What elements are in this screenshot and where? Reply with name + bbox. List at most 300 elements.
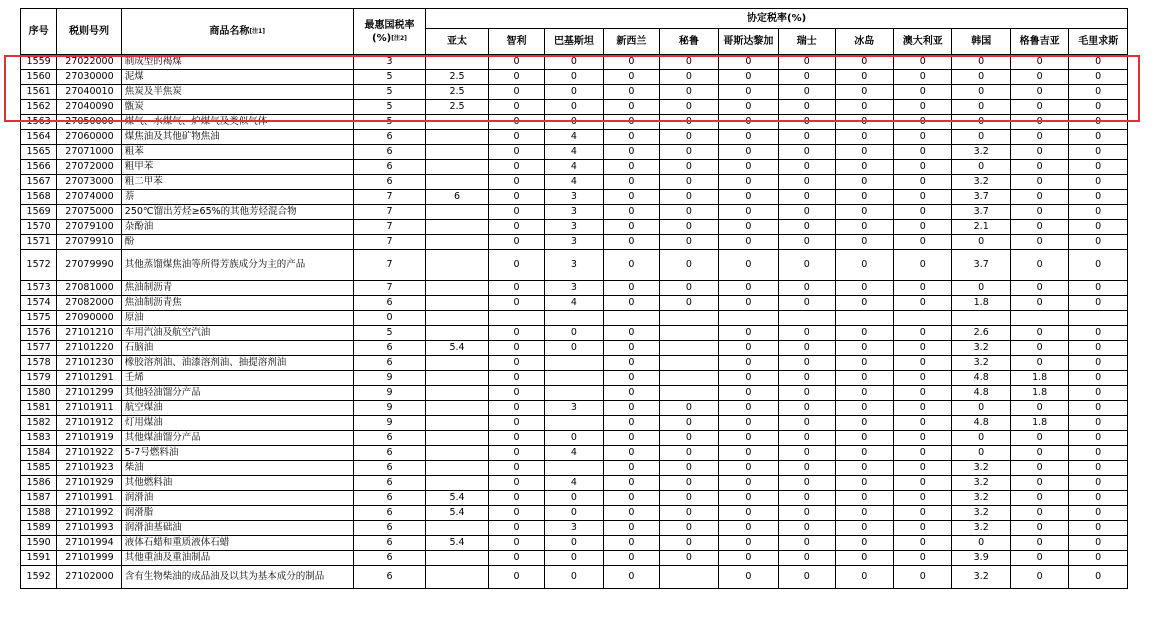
- cell-rate: [835, 311, 893, 326]
- cell-mfn: 3: [353, 55, 426, 70]
- cell-rate: 0: [894, 281, 952, 296]
- cell-rate: 0: [1010, 115, 1068, 130]
- cell-mfn: 6: [353, 536, 426, 551]
- cell-rate: 0: [603, 85, 659, 100]
- cell-rate: 0: [718, 205, 778, 220]
- cell-rate: 0: [835, 190, 893, 205]
- cell-rate: [660, 371, 718, 386]
- cell-rate: 0: [488, 491, 544, 506]
- cell-mfn: 6: [353, 130, 426, 145]
- cell-rate: [426, 235, 489, 250]
- cell-rate: 0: [894, 506, 952, 521]
- cell-rate: 0: [1010, 281, 1068, 296]
- cell-seq: 1581: [21, 401, 57, 416]
- cell-rate: 0: [779, 491, 835, 506]
- cell-name: 其他燃料油: [121, 476, 353, 491]
- cell-code: 27072000: [57, 160, 122, 175]
- table-row: [21, 281, 1128, 296]
- cell-rate: 2.6: [952, 326, 1010, 341]
- cell-rate: 0: [779, 190, 835, 205]
- cell-rate: 0: [603, 536, 659, 551]
- cell-rate: 3.2: [952, 175, 1010, 190]
- cell-rate: 0: [1069, 491, 1128, 506]
- cell-rate: 0: [488, 416, 544, 431]
- cell-rate: 0: [779, 536, 835, 551]
- cell-mfn: 7: [353, 281, 426, 296]
- cell-code: 27079990: [57, 250, 122, 281]
- cell-name: 航空煤油: [121, 401, 353, 416]
- cell-rate: 0: [488, 100, 544, 115]
- header-country: 毛里求斯: [1069, 29, 1128, 55]
- cell-code: 27101994: [57, 536, 122, 551]
- cell-rate: 0: [1010, 70, 1068, 85]
- cell-rate: 4: [545, 476, 603, 491]
- cell-code: 27079910: [57, 235, 122, 250]
- table-row: [21, 100, 1128, 115]
- cell-name: 甑炭: [121, 100, 353, 115]
- table-row: [21, 175, 1128, 190]
- cell-rate: 0: [603, 250, 659, 281]
- cell-code: 27090000: [57, 311, 122, 326]
- cell-rate: 0: [488, 401, 544, 416]
- cell-rate: 0: [952, 401, 1010, 416]
- cell-mfn: 5: [353, 100, 426, 115]
- cell-rate: 0: [894, 250, 952, 281]
- cell-rate: 0: [660, 431, 718, 446]
- cell-rate: [779, 311, 835, 326]
- cell-rate: 3: [545, 521, 603, 536]
- cell-rate: 0: [835, 536, 893, 551]
- cell-rate: 0: [779, 145, 835, 160]
- cell-rate: 0: [488, 281, 544, 296]
- header-mfn-note: [注2]: [391, 34, 407, 42]
- cell-rate: 0: [779, 566, 835, 589]
- table-row: [21, 341, 1128, 356]
- cell-rate: 0: [660, 401, 718, 416]
- cell-rate: 0: [660, 416, 718, 431]
- cell-rate: 0: [835, 235, 893, 250]
- cell-rate: [603, 311, 659, 326]
- cell-mfn: 6: [353, 160, 426, 175]
- cell-seq: 1587: [21, 491, 57, 506]
- cell-rate: 0: [718, 341, 778, 356]
- table-row: [21, 70, 1128, 85]
- cell-code: 27101230: [57, 356, 122, 371]
- cell-code: 27074000: [57, 190, 122, 205]
- cell-rate: 0: [835, 401, 893, 416]
- cell-rate: 0: [718, 371, 778, 386]
- cell-rate: 0: [1069, 566, 1128, 589]
- cell-rate: 0: [894, 160, 952, 175]
- cell-code: 27050000: [57, 115, 122, 130]
- table-row: [21, 371, 1128, 386]
- cell-code: 27075000: [57, 205, 122, 220]
- cell-mfn: 6: [353, 476, 426, 491]
- cell-seq: 1572: [21, 250, 57, 281]
- cell-rate: 0: [835, 115, 893, 130]
- cell-seq: 1589: [21, 521, 57, 536]
- cell-rate: [1069, 311, 1128, 326]
- cell-rate: 0: [952, 100, 1010, 115]
- cell-rate: 3: [545, 220, 603, 235]
- cell-rate: 0: [835, 250, 893, 281]
- cell-rate: 0: [779, 100, 835, 115]
- cell-rate: 0: [1069, 220, 1128, 235]
- cell-rate: 0: [718, 145, 778, 160]
- cell-rate: 0: [603, 446, 659, 461]
- cell-rate: [426, 281, 489, 296]
- cell-rate: 0: [603, 55, 659, 70]
- cell-name: 润滑油: [121, 491, 353, 506]
- cell-rate: 0: [894, 115, 952, 130]
- cell-rate: [426, 311, 489, 326]
- cell-rate: 0: [660, 145, 718, 160]
- cell-rate: 3.2: [952, 356, 1010, 371]
- cell-rate: 0: [1010, 296, 1068, 311]
- cell-rate: [426, 130, 489, 145]
- cell-mfn: 6: [353, 175, 426, 190]
- cell-rate: [660, 356, 718, 371]
- cell-rate: 0: [894, 551, 952, 566]
- header-agreement: 协定税率(%): [426, 9, 1128, 29]
- cell-rate: [426, 250, 489, 281]
- cell-code: 27101210: [57, 326, 122, 341]
- table-row: [21, 356, 1128, 371]
- table-row: [21, 220, 1128, 235]
- cell-rate: 0: [660, 220, 718, 235]
- table-row: [21, 85, 1128, 100]
- cell-mfn: 6: [353, 551, 426, 566]
- cell-mfn: 6: [353, 491, 426, 506]
- table-row: [21, 190, 1128, 205]
- cell-rate: 0: [835, 386, 893, 401]
- cell-rate: 0: [835, 296, 893, 311]
- cell-rate: 0: [779, 431, 835, 446]
- cell-rate: 0: [1069, 130, 1128, 145]
- cell-rate: 0: [603, 160, 659, 175]
- cell-rate: 0: [835, 566, 893, 589]
- header-country: 瑞士: [779, 29, 835, 55]
- header-country: 格鲁吉亚: [1010, 29, 1068, 55]
- cell-rate: [426, 386, 489, 401]
- cell-code: 27022000: [57, 55, 122, 70]
- cell-rate: 0: [603, 491, 659, 506]
- cell-rate: 0: [660, 506, 718, 521]
- cell-rate: 0: [894, 431, 952, 446]
- cell-rate: 0: [1069, 296, 1128, 311]
- cell-rate: 0: [718, 431, 778, 446]
- cell-rate: [660, 341, 718, 356]
- cell-name: 其他煤油馏分产品: [121, 431, 353, 446]
- cell-rate: 3.7: [952, 190, 1010, 205]
- cell-rate: 0: [1010, 476, 1068, 491]
- cell-mfn: 7: [353, 235, 426, 250]
- cell-rate: 0: [894, 491, 952, 506]
- cell-rate: 0: [718, 551, 778, 566]
- cell-code: 27030000: [57, 70, 122, 85]
- cell-rate: 0: [488, 130, 544, 145]
- cell-rate: 0: [894, 521, 952, 536]
- cell-mfn: 5: [353, 70, 426, 85]
- cell-rate: 0: [894, 100, 952, 115]
- cell-rate: 0: [1069, 341, 1128, 356]
- cell-seq: 1580: [21, 386, 57, 401]
- cell-rate: 3.7: [952, 205, 1010, 220]
- header-mfn-label: 最惠国税率: [364, 19, 415, 31]
- cell-rate: 0: [545, 85, 603, 100]
- cell-rate: 0: [660, 235, 718, 250]
- cell-rate: 4: [545, 130, 603, 145]
- cell-rate: 0: [835, 371, 893, 386]
- cell-rate: 0: [660, 115, 718, 130]
- cell-rate: 0: [545, 100, 603, 115]
- cell-rate: 0: [779, 220, 835, 235]
- cell-rate: 0: [779, 326, 835, 341]
- cell-rate: 0: [545, 70, 603, 85]
- cell-mfn: 9: [353, 386, 426, 401]
- cell-seq: 1560: [21, 70, 57, 85]
- cell-seq: 1563: [21, 115, 57, 130]
- cell-code: 27101919: [57, 431, 122, 446]
- table-row: [21, 130, 1128, 145]
- cell-rate: 0: [660, 536, 718, 551]
- cell-rate: 0: [1069, 175, 1128, 190]
- cell-name: 其他蒸馏煤焦油等所得芳族成分为主的产品: [121, 250, 353, 281]
- header-code: 税则号列: [57, 9, 122, 55]
- cell-rate: 0: [1069, 536, 1128, 551]
- cell-code: 27079100: [57, 220, 122, 235]
- cell-rate: 5.4: [426, 341, 489, 356]
- cell-rate: 0: [545, 491, 603, 506]
- cell-rate: 0: [488, 371, 544, 386]
- cell-rate: 0: [779, 296, 835, 311]
- cell-name: 其他重油及重油制品: [121, 551, 353, 566]
- table-row: [21, 431, 1128, 446]
- cell-rate: [545, 356, 603, 371]
- cell-rate: 4.8: [952, 416, 1010, 431]
- cell-rate: 0: [660, 55, 718, 70]
- cell-rate: 2.5: [426, 100, 489, 115]
- cell-rate: 0: [718, 281, 778, 296]
- cell-code: 27102000: [57, 566, 122, 589]
- cell-rate: 0: [718, 566, 778, 589]
- cell-rate: 0: [779, 341, 835, 356]
- cell-rate: 0: [835, 461, 893, 476]
- cell-rate: 0: [1010, 551, 1068, 566]
- cell-rate: 0: [718, 536, 778, 551]
- cell-rate: 0: [1010, 506, 1068, 521]
- cell-rate: 4.8: [952, 371, 1010, 386]
- cell-rate: 0: [718, 70, 778, 85]
- cell-rate: 0: [779, 55, 835, 70]
- cell-seq: 1574: [21, 296, 57, 311]
- cell-code: 27101999: [57, 551, 122, 566]
- cell-mfn: 6: [353, 145, 426, 160]
- cell-code: 27082000: [57, 296, 122, 311]
- cell-rate: 0: [603, 371, 659, 386]
- cell-rate: 0: [660, 160, 718, 175]
- table-row: [21, 326, 1128, 341]
- cell-rate: 0: [660, 130, 718, 145]
- cell-name: 煤焦油及其他矿物焦油: [121, 130, 353, 145]
- cell-rate: 0: [718, 446, 778, 461]
- cell-rate: 0: [488, 250, 544, 281]
- cell-rate: 0: [488, 296, 544, 311]
- cell-rate: 0: [488, 175, 544, 190]
- cell-rate: 0: [1069, 326, 1128, 341]
- cell-seq: 1566: [21, 160, 57, 175]
- header-country: 冰岛: [835, 29, 893, 55]
- table-row: [21, 55, 1128, 70]
- table-row: [21, 416, 1128, 431]
- cell-mfn: 6: [353, 356, 426, 371]
- cell-name: 橡胶溶剂油、油漆溶剂油、抽提溶剂油: [121, 356, 353, 371]
- tariff-table: [20, 8, 1128, 589]
- cell-rate: 0: [779, 521, 835, 536]
- cell-name: 润滑油基础油: [121, 521, 353, 536]
- header-country: 亚太: [426, 29, 489, 55]
- cell-rate: 0: [1069, 431, 1128, 446]
- cell-rate: 0: [488, 386, 544, 401]
- cell-rate: 5.4: [426, 506, 489, 521]
- cell-rate: 0: [545, 341, 603, 356]
- cell-seq: 1591: [21, 551, 57, 566]
- table-row: [21, 461, 1128, 476]
- cell-code: 27060000: [57, 130, 122, 145]
- cell-rate: 0: [488, 235, 544, 250]
- cell-rate: 0: [1069, 281, 1128, 296]
- cell-name: 焦油制沥青焦: [121, 296, 353, 311]
- cell-code: 27101299: [57, 386, 122, 401]
- cell-rate: 0: [718, 506, 778, 521]
- cell-mfn: 7: [353, 190, 426, 205]
- cell-rate: 3.2: [952, 145, 1010, 160]
- cell-rate: 0: [718, 220, 778, 235]
- cell-rate: 0: [835, 506, 893, 521]
- cell-rate: 1.8: [1010, 386, 1068, 401]
- cell-seq: 1577: [21, 341, 57, 356]
- cell-name: 原油: [121, 311, 353, 326]
- cell-rate: 0: [718, 461, 778, 476]
- cell-rate: 0: [1010, 145, 1068, 160]
- table-row: [21, 115, 1128, 130]
- cell-seq: 1592: [21, 566, 57, 589]
- cell-rate: 0: [835, 130, 893, 145]
- cell-rate: 0: [660, 296, 718, 311]
- cell-rate: 0: [835, 341, 893, 356]
- cell-name: 煤气、水煤气、炉煤气及类似气体: [121, 115, 353, 130]
- cell-seq: 1559: [21, 55, 57, 70]
- table-row: [21, 386, 1128, 401]
- cell-name: 其他轻油馏分产品: [121, 386, 353, 401]
- cell-mfn: 6: [353, 296, 426, 311]
- cell-rate: 0: [603, 145, 659, 160]
- cell-code: 27101923: [57, 461, 122, 476]
- cell-rate: 0: [835, 281, 893, 296]
- cell-name: 石脑油: [121, 341, 353, 356]
- cell-mfn: 5: [353, 115, 426, 130]
- cell-rate: [426, 566, 489, 589]
- cell-rate: 0: [545, 551, 603, 566]
- cell-rate: 0: [603, 401, 659, 416]
- cell-rate: 3: [545, 235, 603, 250]
- cell-name: 粗二甲苯: [121, 175, 353, 190]
- cell-mfn: 6: [353, 521, 426, 536]
- cell-rate: 0: [894, 386, 952, 401]
- cell-seq: 1585: [21, 461, 57, 476]
- cell-mfn: 7: [353, 220, 426, 235]
- cell-rate: 0: [952, 446, 1010, 461]
- cell-rate: [426, 371, 489, 386]
- cell-seq: 1565: [21, 145, 57, 160]
- cell-rate: [426, 326, 489, 341]
- cell-code: 27071000: [57, 145, 122, 160]
- cell-rate: 0: [545, 431, 603, 446]
- cell-rate: 0: [660, 446, 718, 461]
- cell-rate: 0: [952, 235, 1010, 250]
- cell-rate: 0: [718, 190, 778, 205]
- cell-name: 泥煤: [121, 70, 353, 85]
- cell-rate: [488, 311, 544, 326]
- cell-seq: 1573: [21, 281, 57, 296]
- cell-seq: 1568: [21, 190, 57, 205]
- cell-rate: 0: [660, 461, 718, 476]
- cell-rate: 0: [488, 566, 544, 589]
- cell-rate: 0: [1069, 461, 1128, 476]
- cell-rate: 3.2: [952, 461, 1010, 476]
- cell-rate: 0: [603, 115, 659, 130]
- cell-code: 27101220: [57, 341, 122, 356]
- cell-rate: 0: [779, 205, 835, 220]
- cell-code: 27101911: [57, 401, 122, 416]
- cell-rate: [426, 220, 489, 235]
- cell-rate: 0: [488, 536, 544, 551]
- cell-rate: 0: [545, 506, 603, 521]
- cell-rate: 0: [603, 386, 659, 401]
- cell-rate: 0: [488, 55, 544, 70]
- table-row: [21, 250, 1128, 281]
- cell-rate: 0: [952, 431, 1010, 446]
- cell-code: 27101291: [57, 371, 122, 386]
- cell-rate: 0: [1010, 536, 1068, 551]
- cell-rate: 0: [545, 55, 603, 70]
- cell-rate: 0: [835, 145, 893, 160]
- cell-rate: 0: [779, 130, 835, 145]
- cell-rate: 0: [660, 85, 718, 100]
- cell-mfn: 0: [353, 311, 426, 326]
- cell-rate: 0: [779, 281, 835, 296]
- cell-rate: 0: [894, 341, 952, 356]
- cell-rate: [426, 551, 489, 566]
- cell-rate: 0: [545, 326, 603, 341]
- cell-code: 27101992: [57, 506, 122, 521]
- cell-rate: 0: [835, 220, 893, 235]
- cell-name: 250℃馏出芳烃≥65%的其他芳烃混合物: [121, 205, 353, 220]
- cell-name: 车用汽油及航空汽油: [121, 326, 353, 341]
- cell-seq: 1562: [21, 100, 57, 115]
- cell-name: 含有生物柴油的成品油及以其为基本成分的制品: [121, 566, 353, 589]
- cell-rate: 0: [1069, 401, 1128, 416]
- cell-rate: 0: [718, 250, 778, 281]
- cell-seq: 1582: [21, 416, 57, 431]
- cell-rate: 0: [1010, 235, 1068, 250]
- cell-rate: 0: [1069, 371, 1128, 386]
- cell-rate: 0: [894, 55, 952, 70]
- table-row: [21, 205, 1128, 220]
- cell-rate: [426, 175, 489, 190]
- cell-rate: 0: [1010, 401, 1068, 416]
- cell-code: 27101993: [57, 521, 122, 536]
